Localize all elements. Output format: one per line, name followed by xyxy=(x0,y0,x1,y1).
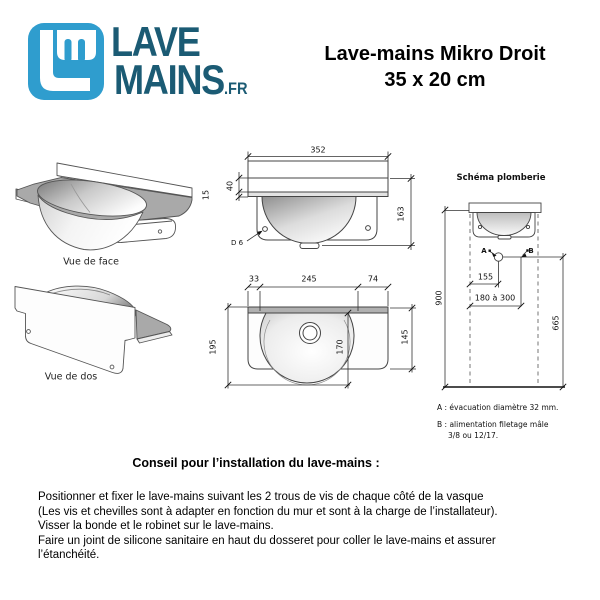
dim-offset-left: 33 xyxy=(248,274,260,283)
brand-word-lave: LAVE xyxy=(111,18,200,65)
brand-suffix-fr: .FR xyxy=(223,79,248,98)
dim-backsplash-height: 40 xyxy=(225,180,235,191)
dim-bowl-depth: 170 xyxy=(335,339,345,355)
dim-floor-height: 900 xyxy=(434,290,444,306)
dim-offset-right: 74 xyxy=(367,274,379,283)
dim-supply-height: 665 xyxy=(551,314,560,331)
note-alimentation-line1: B : alimentation filetage mâle xyxy=(437,419,549,429)
advice-line: Visser la bonde et le robinet sur le lave-mains. xyxy=(38,520,274,533)
brand-word-mains xyxy=(114,56,248,103)
page-title-line1: Lave-mains Mikro Droit xyxy=(324,43,546,65)
note-alimentation-line2: 3/8 ou 12/17. xyxy=(448,430,499,440)
brand-word-mains-text: MAINS xyxy=(114,56,224,103)
dim-bowl-width: 245 xyxy=(301,274,317,283)
page-title-line2: 35 x 20 cm xyxy=(384,69,486,91)
dim-shelf-depth: 145 xyxy=(400,329,410,345)
point-a-label: A xyxy=(481,246,487,255)
advice-heading: Conseil pour l’installation du lave-mains : xyxy=(132,456,380,470)
dim-depth-total: 195 xyxy=(208,339,218,355)
front-elevation-drawing xyxy=(248,161,388,249)
dim-overall-height: 163 xyxy=(396,205,406,222)
page-title xyxy=(285,42,585,92)
back-view-label: Vue de dos xyxy=(44,371,98,382)
dim-screw-hole-diameter: D 6 xyxy=(230,238,244,247)
point-b-label: B xyxy=(528,246,534,255)
advice-line: (Les vis et chevilles sont à adapter en fonction du mur et sont à la charge de l’installateur). xyxy=(38,505,498,518)
plan-view-drawing xyxy=(248,307,388,385)
brand-logo-icon xyxy=(28,23,104,100)
back-3d-view xyxy=(15,286,172,373)
dim-overall-width: 352 xyxy=(310,145,326,155)
advice-line: Faire un joint de silicone sanitaire en haut du dosseret pour coller le lave-mains et assurer xyxy=(38,534,496,547)
note-evacuation: A : évacuation diamètre 32 mm. xyxy=(437,403,559,412)
front-3d-view xyxy=(16,163,192,250)
advice-line: Positionner et fixer le lave-mains suivant les 2 trous de vis de chaque côté de la vasque xyxy=(38,491,484,503)
dim-supply-range: 180 à 300 xyxy=(474,293,516,302)
dim-shelf-lip: 15 xyxy=(201,189,211,200)
dim-drain-offset: 155 xyxy=(477,272,494,281)
advice-paragraph xyxy=(38,490,578,563)
advice-line: l’étanchéité. xyxy=(38,549,100,562)
plumbing-schema-title: Schéma plomberie xyxy=(456,173,546,183)
front-view-label: Vue de face xyxy=(63,256,119,267)
